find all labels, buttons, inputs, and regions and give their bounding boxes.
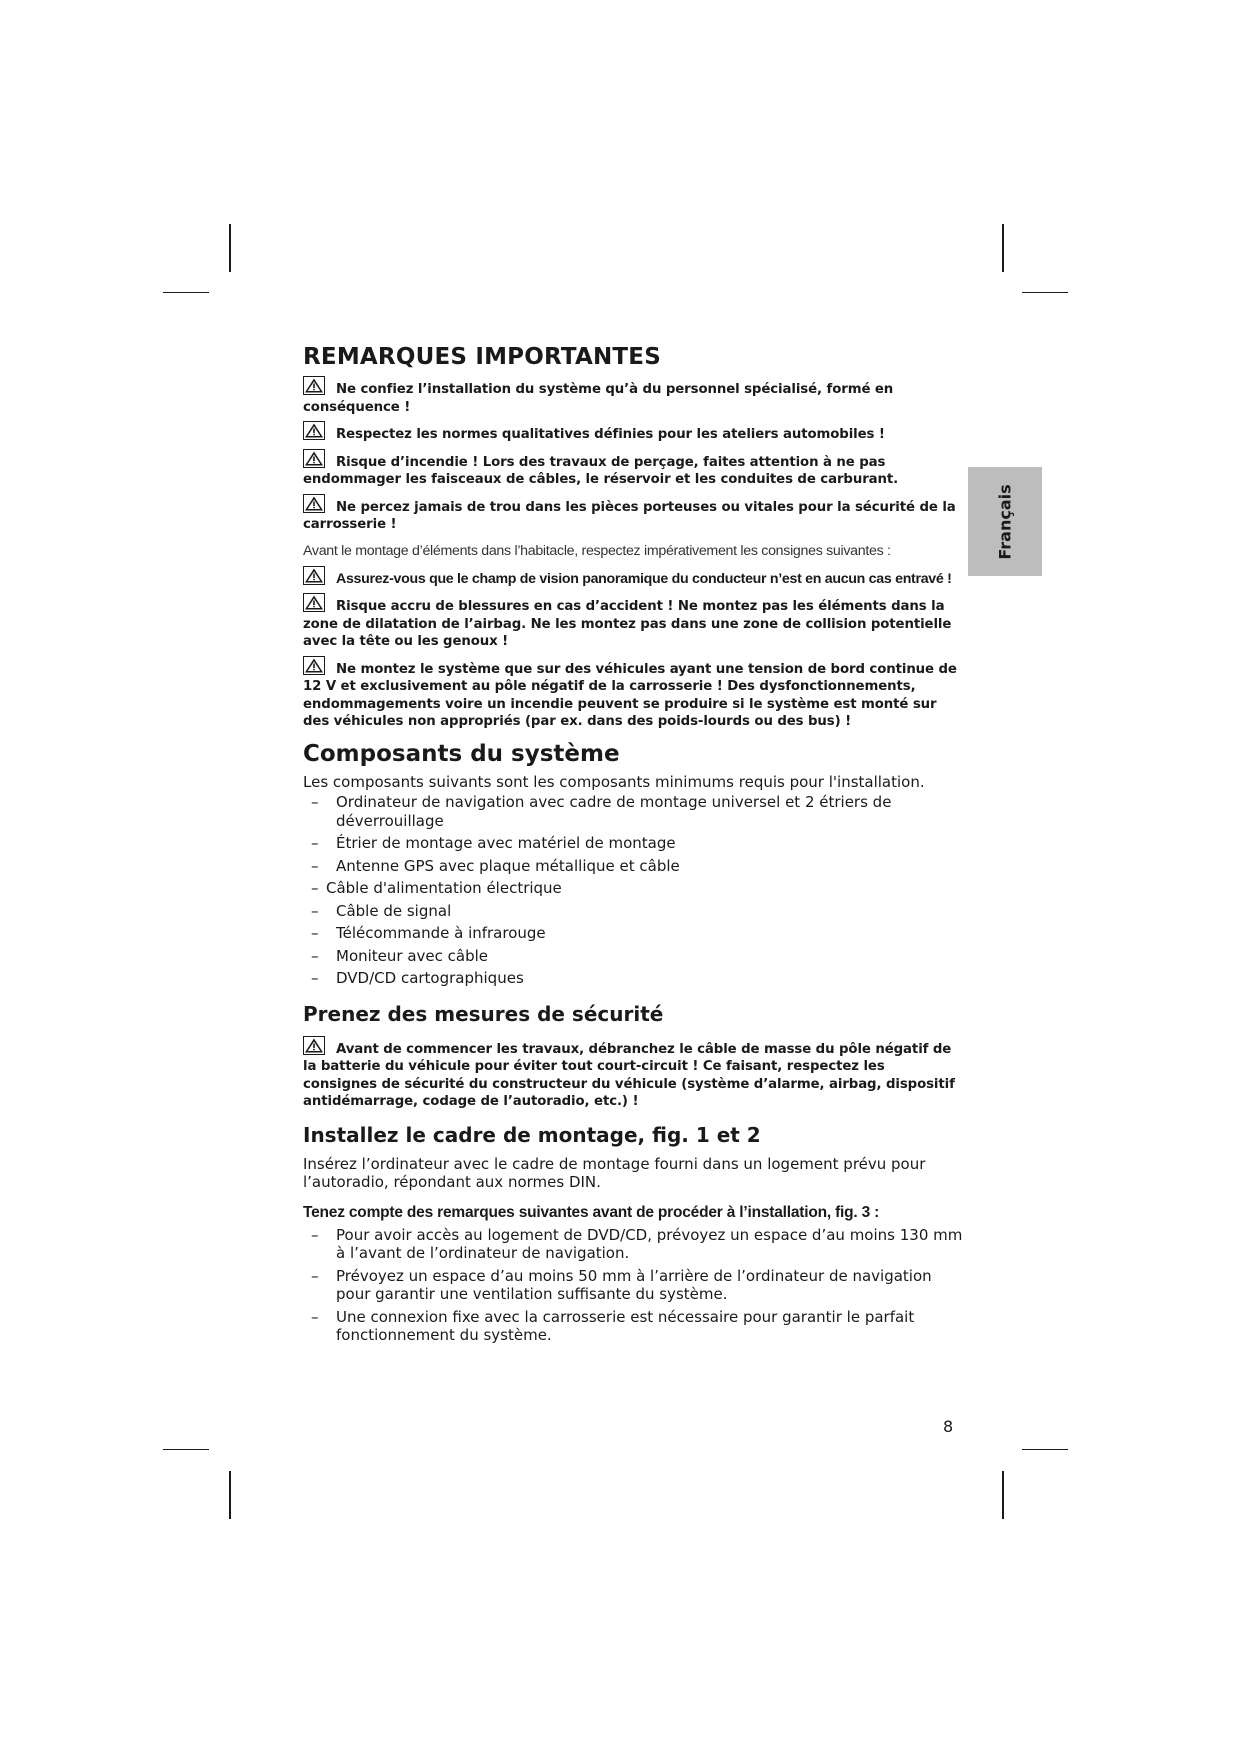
crop-mark: [1022, 292, 1068, 293]
warning-item: [303, 593, 963, 651]
composants-intro: Les composants suivants sont les composants minimums requis pour l'installation.: [303, 772, 925, 791]
list-dash: –: [311, 901, 319, 920]
list-dash: –: [311, 1225, 319, 1244]
warning-icon: [303, 566, 325, 585]
warning-icon: [303, 376, 325, 395]
note-habitacle: Avant le montage d’éléments dans l’habitacle, respectez impérativement les consignes suivantes :: [303, 542, 891, 559]
list-dash: –: [311, 969, 319, 987]
list-item-text: Ordinateur de navigation avec cadre de montage universel et 2 étriers de déverrouillage: [336, 793, 892, 830]
list-item: [303, 902, 963, 921]
list-item-text: Câble de signal: [336, 901, 452, 920]
language-tab-label: Français: [995, 483, 1015, 560]
composants-list: [303, 793, 963, 988]
warning-item: [303, 421, 963, 444]
cadre-text: Insérez l’ordinateur avec le cadre de montage fourni dans un logement prévu pour l’autoradio, répondant aux normes DIN.: [303, 1154, 926, 1191]
list-item: [303, 947, 963, 966]
list-dash: –: [311, 834, 319, 852]
warning-icon: [303, 1036, 325, 1055]
list-item: [303, 793, 963, 830]
list-dash: –: [311, 924, 319, 942]
list-item-text: Prévoyez un espace d’au moins 50 mm à l’arrière de l’ordinateur de navigation pour garantir une ventilation suffisante du système.: [336, 1266, 932, 1303]
warning-icon: [303, 449, 325, 468]
list-item-text: DVD/CD cartographiques: [336, 969, 524, 987]
heading-composants: Composants du système: [303, 740, 620, 767]
warning-icon: [303, 494, 325, 513]
list-dash: –: [311, 793, 319, 811]
warning-text: Ne confiez l’installation du système qu’à du personnel spécialisé, formé en conséquence !: [303, 382, 894, 415]
warning-text: Assurez-vous que le champ de vision panoramique du conducteur n’est en aucun cas entravé !: [336, 570, 952, 587]
list-item-text: Moniteur avec câble: [336, 946, 489, 965]
warning-text: Ne montez le système que sur des véhicules ayant une tension de bord continue de 12 V et exclusivement au pôle négatif de la carrosserie ! Des dysfonctionnements, endommagements voire un incendie peuvent se produire si le système est monté sur des véhicules non appropriés (par ex. dans des poids-lourds ou des bus) !: [303, 661, 957, 729]
warning-icon: [303, 656, 325, 675]
list-item: [303, 879, 963, 898]
page-content: [303, 344, 963, 1349]
warning-text: Ne percez jamais de trou dans les pièces porteuses ou vitales pour la sécurité de la carrosserie !: [303, 499, 956, 532]
list-item: [303, 969, 963, 988]
warning-item: [303, 494, 963, 534]
list-dash: –: [311, 946, 319, 965]
heading-remarques: REMARQUES IMPORTANTES: [303, 344, 661, 370]
list-item-text: Télécommande à infrarouge: [336, 924, 546, 942]
warning-text: Avant de commencer les travaux, débranchez le câble de masse du pôle négatif de la batterie du véhicule pour éviter tout court-circuit ! Ce faisant, respectez les consignes de sécurité du constructeur du véhicule (système d’alarme, airbag, dispositif antidémarrage, codage de l’autoradio, etc.) !: [303, 1041, 955, 1109]
crop-mark: [229, 1471, 231, 1519]
language-tab: [968, 467, 1042, 576]
list-dash: –: [311, 1266, 319, 1285]
list-dash: –: [311, 879, 319, 897]
warning-item: [303, 656, 963, 731]
warning-icon: [303, 421, 325, 440]
list-item-text: Pour avoir accès au logement de DVD/CD, prévoyez un espace d’au moins 130 mm à l’avant de l’ordinateur de navigation.: [336, 1225, 963, 1262]
list-item: [303, 1308, 963, 1345]
heading-cadre: Installez le cadre de montage, fig. 1 et 2: [303, 1122, 761, 1147]
list-item: [303, 857, 963, 876]
list-item: [303, 834, 963, 853]
crop-mark: [1002, 1471, 1004, 1519]
list-item: [303, 1226, 963, 1263]
heading-tenez: Tenez compte des remarques suivantes avant de procéder à l’installation, fig. 3 :: [303, 1203, 880, 1221]
list-dash: –: [311, 856, 319, 875]
warning-icon: [303, 593, 325, 612]
list-dash: –: [311, 1307, 319, 1326]
crop-mark: [229, 224, 231, 272]
list-item-text: Une connexion fixe avec la carrosserie est nécessaire pour garantir le parfait fonctionnement du système.: [336, 1307, 915, 1344]
heading-securite: Prenez des mesures de sécurité: [303, 1001, 664, 1026]
warning-item: [303, 449, 963, 489]
crop-mark: [1002, 224, 1004, 272]
warning-text: Risque accru de blessures en cas d’accident ! Ne montez pas les éléments dans la zone de dilatation de l’airbag. Ne les montez pas dans une zone de collision potentielle avec la tête ou les genoux !: [303, 599, 952, 649]
list-item: [303, 1267, 963, 1304]
warning-text: Respectez les normes qualitatives définies pour les ateliers automobiles !: [336, 427, 885, 442]
list-item-text: Antenne GPS avec plaque métallique et câble: [336, 856, 680, 875]
remarques-install-list: [303, 1226, 963, 1345]
list-item-text: Étrier de montage avec matériel de montage: [336, 834, 676, 852]
warning-item: [303, 376, 963, 416]
list-item-text: Câble d'alimentation électrique: [326, 879, 562, 897]
crop-mark: [1022, 1449, 1068, 1450]
crop-mark: [163, 292, 209, 293]
warning-item: [303, 1036, 963, 1111]
crop-mark: [163, 1449, 209, 1450]
page-number: 8: [943, 1417, 954, 1436]
warning-text: Risque d’incendie ! Lors des travaux de perçage, faites attention à ne pas endommager les faisceaux de câbles, le réservoir et les conduites de carburant.: [303, 454, 899, 487]
warning-item: [303, 566, 963, 589]
list-item: [303, 924, 963, 943]
